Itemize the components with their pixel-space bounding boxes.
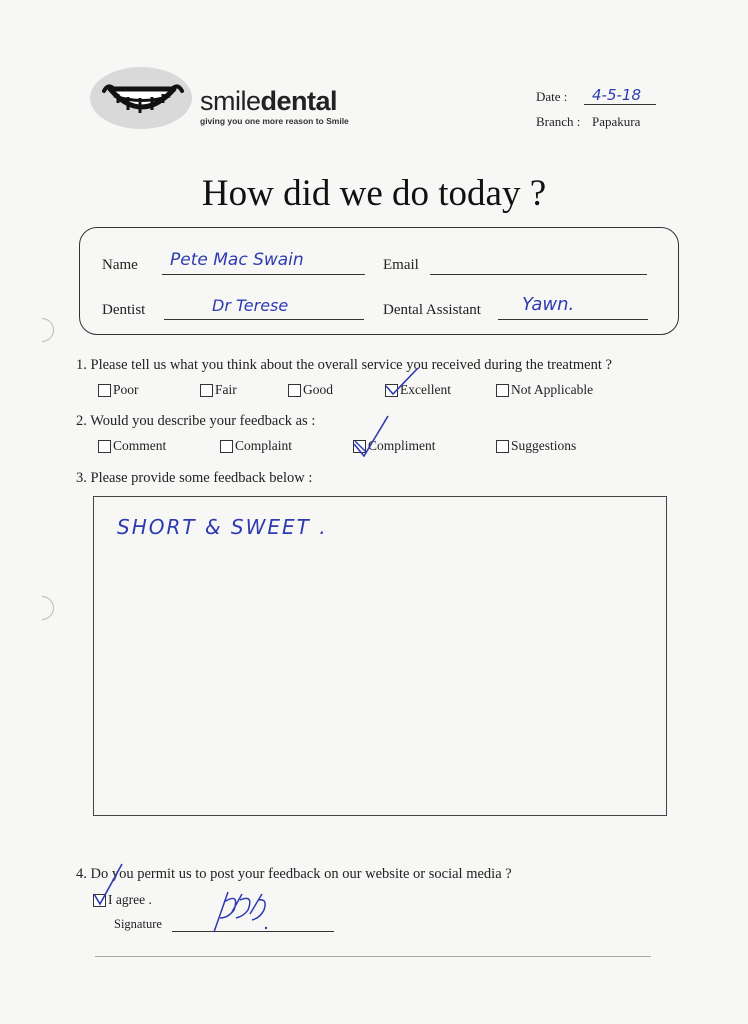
brand-light: smile [200, 86, 261, 116]
feedback-text: SHORT & SWEET . [117, 515, 328, 539]
dentist-line [164, 319, 364, 320]
smile-logo-icon [90, 67, 192, 129]
option-not-applicable[interactable] [496, 382, 593, 398]
question-4: 4. Do you permit us to post your feedback on our website or social media ? [76, 866, 512, 882]
logo [90, 67, 192, 129]
email-label: Email [383, 257, 419, 273]
checkbox-not-applicable[interactable] [496, 384, 509, 397]
option-good[interactable] [288, 382, 333, 398]
signature-mark[interactable] [206, 888, 276, 936]
name-label: Name [102, 257, 138, 273]
option-poor[interactable] [98, 382, 139, 398]
option-complaint-label: Complaint [235, 438, 292, 453]
dentist-label: Dentist [102, 302, 146, 318]
name-field[interactable]: Pete Mac Swain [170, 250, 304, 270]
page-title: How did we do today ? [201, 173, 547, 214]
checkbox-good[interactable] [288, 384, 301, 397]
feedback-textbox[interactable] [93, 496, 667, 816]
assistant-line [498, 319, 648, 320]
punch-hole-top [25, 313, 59, 347]
bottom-rule [95, 956, 651, 957]
option-comment-label: Comment [113, 438, 167, 453]
checkbox-comment[interactable] [98, 440, 111, 453]
signature-label: Signature [114, 917, 162, 931]
date-line [584, 104, 656, 105]
agree-label: I agree . [108, 892, 152, 907]
option-comment[interactable] [98, 438, 166, 454]
checkbox-fair[interactable] [200, 384, 213, 397]
option-compliment-label: Compliment [368, 438, 436, 453]
option-complaint[interactable] [220, 438, 292, 454]
tagline: giving you one more reason to Smile [200, 116, 349, 126]
branch-label: Branch : [536, 114, 581, 129]
date-label: Date : [536, 89, 568, 104]
option-fair-label: Fair [215, 382, 237, 397]
assistant-field[interactable]: Yawn. [522, 294, 575, 315]
option-excellent-label: Excellent [400, 382, 451, 397]
option-not-applicable-label: Not Applicable [511, 382, 594, 397]
question-1: 1. Please tell us what you think about the overall service you received during the treatment ? [76, 357, 612, 373]
assistant-label: Dental Assistant [383, 302, 481, 318]
agree-checkmark-icon [90, 862, 130, 906]
brand-name [200, 86, 337, 117]
question-2: 2. Would you describe your feedback as : [76, 413, 316, 429]
excellent-checkmark-icon [382, 366, 422, 396]
checkbox-suggestions[interactable] [496, 440, 509, 453]
branch-value: Papakura [592, 114, 641, 129]
punch-hole-bottom [25, 591, 59, 625]
email-line [430, 274, 647, 275]
compliment-checkmark-icon [350, 414, 394, 458]
checkbox-complaint[interactable] [220, 440, 233, 453]
option-poor-label: Poor [113, 382, 139, 397]
brand-bold: dental [260, 86, 338, 116]
option-suggestions-label: Suggestions [511, 438, 577, 453]
date-value[interactable]: 4-5-18 [592, 86, 641, 104]
checkbox-poor[interactable] [98, 384, 111, 397]
dentist-field[interactable]: Dr Terese [212, 296, 289, 315]
option-fair[interactable] [200, 382, 237, 398]
option-suggestions[interactable] [496, 438, 576, 454]
name-line [162, 274, 365, 275]
question-3: 3. Please provide some feedback below : [76, 470, 313, 486]
option-good-label: Good [303, 382, 333, 397]
